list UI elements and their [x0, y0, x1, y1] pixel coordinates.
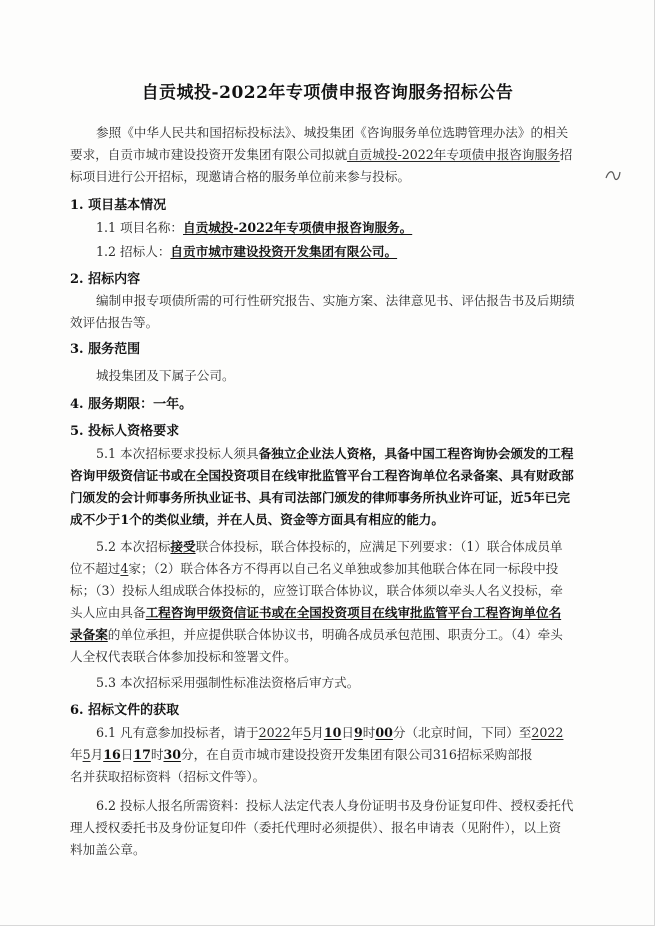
- section-4-heading: 4. 服务期限：一年。: [70, 397, 193, 412]
- section-1-item-1: 1.1 项目名称：自贡城投-2022年专项债申报咨询服务。: [96, 220, 413, 235]
- intro-line-3: 标项目进行公开招标，现邀请合格的服务单位前来参与投标。: [70, 169, 411, 184]
- section-5-2-line-6: 人全权代表联合体参加投标和签署文件。: [70, 649, 297, 664]
- margin-initial-mark: [604, 168, 622, 185]
- section-5-1-line-2: 咨询甲级资信证书或在全国投资项目在线审批监管平台工程咨询单位名录备案、具有财政部: [70, 468, 574, 483]
- section-5-2-line-5: 录备案的单位承担，并应提供联合体协议书，明确各成员承包范围、职责分工。（4）牵头: [70, 627, 563, 642]
- start-minute: 00: [375, 725, 393, 740]
- section-6-1-line-2: 年5月16日17时30分，在自贡市城市建设投资开发集团有限公司316招标采购部报: [70, 747, 533, 762]
- section-5-heading: 5. 投标人资格要求: [70, 424, 180, 439]
- start-day: 10: [323, 725, 342, 740]
- section-5-2-line-1: 5.2 本次招标接受联合体投标，联合体投标的，应满足下列要求：（1）联合体成员单: [96, 539, 563, 554]
- end-hour: 17: [133, 747, 151, 762]
- section-5-2-line-2: 位不超过4家；（2）联合体各方不得再以自己名义单独或参加其他联合体在同一标段中投: [70, 561, 559, 576]
- section-6-1-line-1: 6.1 凡有意参加投标者，请于2022年5月10日9时00分（北京时间，下同）至2022: [96, 725, 564, 740]
- project-name-value: 自贡城投-2022年专项债申报咨询服务。: [183, 220, 413, 235]
- section-6-2-line-2: 理人授权委托书及身份证复印件（委托代理时必须提供）、报名申请表（见附件），以上资: [70, 820, 562, 835]
- section-2-heading: 2. 招标内容: [70, 272, 141, 287]
- section-1-heading: 1. 项目基本情况: [70, 198, 167, 213]
- start-year: 2022: [258, 725, 291, 740]
- intro-line-2: 要求，自贡市城市建设投资开发集团有限公司拟就自贡城投-2022年专项债申报咨询服务招: [70, 147, 573, 162]
- section-3-line-1: 城投集团及下属子公司。: [96, 368, 235, 383]
- accept-consortium-value: 接受: [170, 539, 196, 554]
- section-1-item-2: 1.2 招标人：自贡市城市建设投资开发集团有限公司。: [96, 244, 398, 259]
- end-year: 2022: [531, 725, 564, 740]
- intro-line-1: 参照《中华人民共和国招标投标法》、城投集团《咨询服务单位选聘管理办法》的相关: [96, 125, 569, 140]
- section-3-heading: 3. 服务范围: [70, 342, 141, 357]
- section-2-line-2: 效评估报告等。: [70, 315, 159, 330]
- section-6-1-line-3: 名并获取招标资料（招标文件等）。: [70, 769, 266, 784]
- start-hour: 9: [353, 725, 363, 740]
- section-5-1-line-4: 成不少于1个的类似业绩，并在人员、资金等方面具有相应的能力。: [70, 512, 444, 527]
- intro-project-name: 自贡城投-2022年专项债申报咨询服务: [347, 147, 560, 162]
- section-5-2-line-3: 标；（3）投标人组成联合体投标的，应签订联合体协议，联合体须以牵头人名义投标，牵: [70, 583, 563, 598]
- section-5-3-line-1: 5.3 本次招标采用强制性标准法资格后审方式。: [96, 675, 360, 690]
- section-6-2-line-1: 6.2 投标人报名所需资料：投标人法定代表人身份证明书及身份证复印件、授权委托代: [96, 798, 574, 813]
- section-6-2-line-3: 料加盖公章。: [70, 842, 146, 857]
- section-6-heading: 6. 招标文件的获取: [70, 703, 180, 718]
- end-day: 16: [103, 747, 121, 762]
- document-title: 自贡城投-2022年专项债申报咨询服务招标公告: [141, 83, 514, 103]
- section-2-line-1: 编制申报专项债所需的可行性研究报告、实施方案、法律意见书、评估报告书及后期绩: [96, 293, 575, 308]
- section-5-2-line-4: 头人应由具备工程咨询甲级资信证书或在全国投资项目在线审批监管平台工程咨询单位名: [70, 605, 562, 620]
- end-month: 5: [82, 747, 91, 762]
- tenderer-value: 自贡市城市建设投资开发集团有限公司。: [170, 244, 398, 259]
- consortium-max-count: 4: [120, 561, 129, 576]
- section-5-1-line-1: 5.1 本次招标要求投标人须具备独立企业法人资格，具备中国工程咨询协会颁发的工程: [96, 446, 574, 461]
- handwritten-mark-icon: [604, 168, 622, 182]
- start-month: 5: [303, 725, 312, 740]
- end-minute: 30: [163, 747, 181, 762]
- section-5-1-line-3: 门颁发的会计师事务所执业证书、具有司法部门颁发的律师事务所执业许可证，近5年已完: [70, 490, 570, 505]
